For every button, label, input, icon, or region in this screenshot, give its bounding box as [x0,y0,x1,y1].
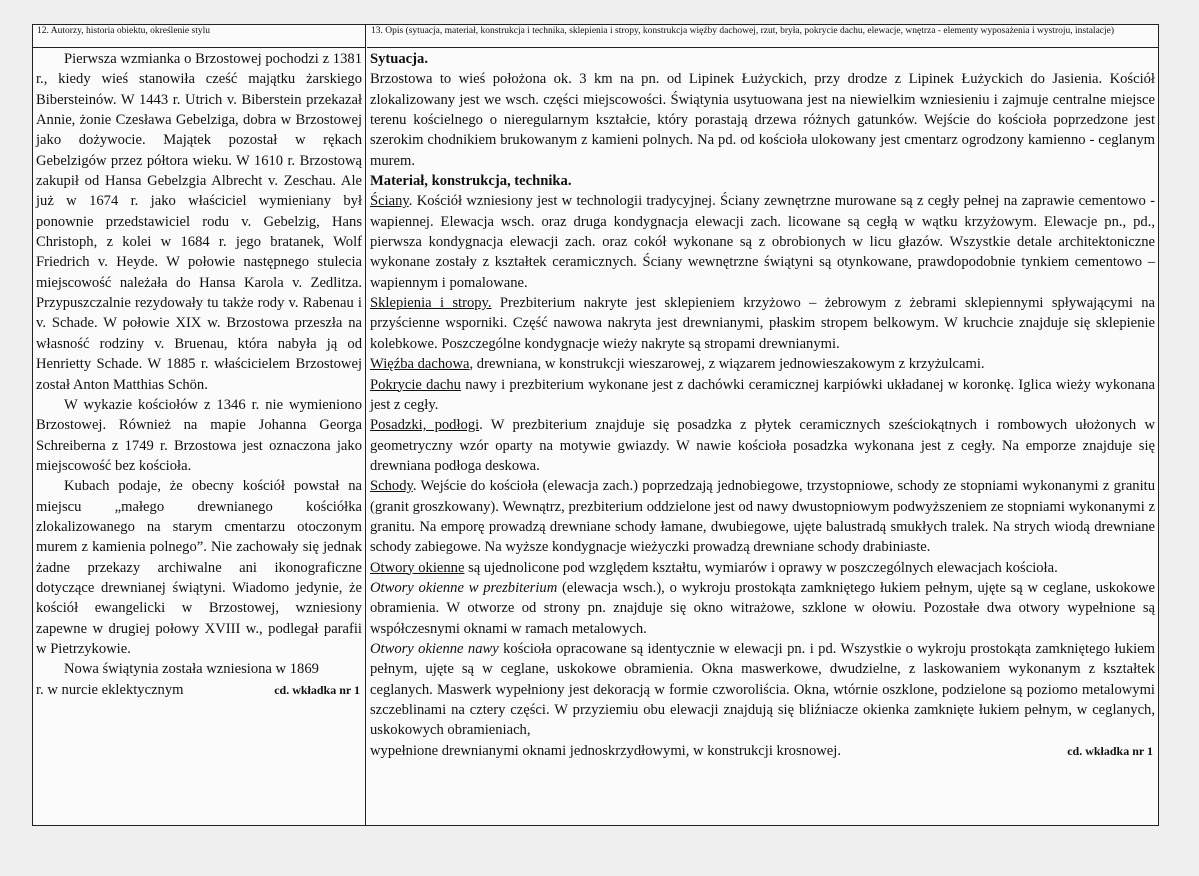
floors-text: . W prezbiterium znajduje się posadzka z płytek ceramicznych sześciokątnych i rombowych ułożonych w geometryczny wzór oparty na motywie gwiazdy. W nawie kościoła posadzka wykonana jest z cegły. Na emporze znajduje się drewniana podłoga deskowa. [370,417,1155,474]
history-column [33,25,366,825]
roof-truss-label: Więźba dachowa [370,356,470,373]
description-text [367,48,1158,761]
roofing-label: Pokrycie dachu [370,376,461,393]
walls-text: . Kościół wzniesiony jest w technologii tradycyjnej. Ściany zewnętrzne murowane są z cegły pełnej na zaprawie cementowo - wapiennej. Elewacja wsch. oraz druga kondygnacja elewacji zach. licowane są cegłą w wątku krzyżowym. Elewacje pn., pd., pierwsza kondygnacja elewacji zach. oraz cokół wykonane są z obrobionych w licu głazów. Wszystkie detale architektoniczne wykonane zostały z kształtek ceramicznych. Ściany wewnętrzne świątyni są otynkowane, prawdopodobnie tynkiem cementowo – wapiennym i pomalowane. [370,193,1155,291]
history-paragraph-1: Pierwsza wzmianka o Brzostowej pochodzi z 1381 r., kiedy wieś stanowiła cześć majątku żarskiego Bibersteinów. W 1443 r. Utrich v. Biberstein przekazał Annie, żonie Czesława Gebelziga, dobra w Brzostowej jako dożywocie. Majątek pozostał w rękach Gebelzigów przez półtora wieku. W 1610 r. Brzostową zakupił od Hansa Gebelzgia Albrecht v. Zeschau. Ale już w 1674 r. jako właściciel wymieniany był ponownie przedstawiciel rodu v. Gebelzig, Hans Christoph, z kolei w 1684 r. jego bratanek, Wolf Friedrich v. Heyde. W połowie następnego stulecia miejscowość należała do Hansa Karola v. Zedlitza. Przypuszczalnie rezydowały tu także rody v. Rabenau i v. Schade. W połowie XIX w. Brzostowa przeszła na własność rodziny v. Bruenau, która nabyła ją od Henrietty Schade. W 1885 r. właścicielem Brzostowej został Anton Matthias Schön. [36,51,362,393]
stairs-label: Schody [370,478,413,495]
windows-text: są ujednolicone pod względem kształtu, wymiarów i oprawy w poszczególnych elewacjach kościoła. [464,559,1058,576]
history-paragraph-2: W wykazie kościołów z 1346 r. nie wymieniono Brzostowej. Również na mapie Johanna Georga Schreiberna z 1749 r. Brzostowa jest oznaczona jako miejscowość bez kościoła. [36,396,362,474]
floors-paragraph [370,415,1155,476]
roofing-text: nawy i prezbiterium wykonane jest z dachówki ceramicznej karpiówki układanej w koronkę. Iglica wieży wykonana jest z cegły. [370,376,1155,413]
continuation-note-left: cd. wkładka nr 1 [274,682,360,697]
history-last-line [36,680,362,700]
situation-text: Brzostowa to wieś położona ok. 3 km na pn. od Lipinek Łużyckich, przy drodze z Lipinek Łużyckich do Jasienia. Kościół zlokalizowany jest we wsch. części miejscowości. Świątynia usytuowana jest na niewielkim wzniesieniu i zajmuje centralne miejsce terenu kościelnego o nieregularnym kształcie, który porastają drzewa różnych gatunków. Wejście do kościoła poprzedzone jest szerokim chodnikiem brukowanym z kamieni polnych. Na pd. od kościoła ulokowany jest cmentarz ogrodzony kamienno - ceglanym murem. [370,71,1155,169]
vaults-text: Prezbiterium nakryte jest sklepieniem krzyżowo – żebrowym z żebrami sklepiennymi spływającymi na przyścienne wsporniki. Część nawowa nakryta jest drewnianymi, płaskim stropem belkowym. W kruchcie znajduje się sklepienie kolebkowe. Poszczególne kondygnacje wieży nakryte są stropami drewnianymi. [370,295,1156,352]
vaults-paragraph [370,293,1155,354]
windows-paragraph [370,558,1155,578]
description-column [367,25,1158,825]
presbytery-windows-paragraph [370,578,1155,639]
history-paragraph-3: Kubach podaje, że obecny kościół powstał na miejscu „małego drewnianego kościółka zlokalizowanego na starym cmentarzu otoczonym murem z kamienia polnego”. Nie zachowały się jednak żadne przekazy archiwalne ani ikonograficzne dotyczące drewnianej świątyni. Wiadomo jedynie, że kościół ewangelicki w Brzostowej, wzniesiony zapewne w drugiej połowy XVIII w., podlegał parafii w Pietrzykowie. [36,478,362,657]
roof-truss-paragraph [370,354,1155,374]
floors-label: Posadzki, podłogi [370,417,480,434]
history-paragraph-4: Nowa świątynia została wzniesiona w 1869 [64,661,319,678]
section-title-situation: Sytuacja [370,51,425,67]
windows-label: Otwory okienne [370,559,465,576]
form-frame [32,24,1159,826]
nave-windows-text: kościoła opracowane są identycznie w elewacji pn. i pd. Wszystkie o wykroju prostokąta zamkniętego łukiem pełnym, ujęte są w ceglane, uskokowe obramienia. Okna maswerkowe, dwudzielne, z laskowaniem wykonanym z kształtek ceglanych. Maswerk wypełniony jest dekoracją w formie czworoliścia. Okna, wtórnie oszklone, podzielone są poziomo metalowymi szczeblinami na cztery części. W przyziemiu obu elewacji znajdują się bliźniacze okienka zamknięte łukiem pełnym, w ceglanych, uskokowych obramieniach, [370,640,1156,739]
walls-paragraph [370,191,1155,293]
section-situation: Sytuacja. [370,51,428,67]
roof-truss-text: , drewniana, w konstrukcji wieszarowej, z wiązarem jednowieszakowym z krzyżulcami. [469,356,985,373]
history-column-header: 12. Autorzy, historia obiektu, określenie stylu [33,25,365,48]
roofing-paragraph [370,375,1155,416]
description-last-line [370,741,1155,761]
vaults-label: Sklepienia i stropy. [370,295,492,312]
description-last-text: wypełnione drewnianymi oknami jednoskrzydłowymi, w konstrukcji krosnowej. [370,742,841,759]
presbytery-windows-label: Otwory okienne w prezbiterium [370,579,558,596]
stairs-paragraph [370,476,1155,557]
section-material: Materiał, konstrukcja, technika. [370,173,572,190]
stairs-text: . Wejście do kościoła (elewacja zach.) poprzedzają jednobiegowe, trzystopniowe, schody ze stopniami wykonanymi z granitu (granit groszkowany). Wewnątrz, prezbiterium oddzielone jest od nawy dwustopniowym podwyższeniem ze stopniami wykonanymi z granitu. Na emporę prowadzą drewniane schody łamane, dwubiegowe, ujęte balustradą smukłych tralek. Na strych wiodą drewniane schody zabiegowe. Na wyższe kondygnacje wieżyczki prowadzą drewniane schody drabiniaste. [370,478,1155,556]
description-column-header: 13. Opis (sytuacja, materiał, konstrukcja i technika, sklepienia i stropy, konstrukcja więźby dachowej, rzut, bryła, pokrycie dachu, elewacje, wnętrza - elementy wyposażenia i wystroju, instalacje) [367,25,1158,48]
walls-label: Ściany [370,193,409,210]
history-text [33,48,365,700]
presbytery-windows-text: (elewacja wsch.), o wykroju prostokąta zamkniętego łukiem pełnym, ujęte są w ceglane, uskokowe obramienia. W otworze od strony pn. znajduje się okno witrażowe, szklone w ołowiu. Pozostałe dwa otwory wypełnione są współczesnymi oknami w ramach metalowych. [370,579,1155,637]
nave-windows-paragraph [370,639,1155,741]
section-title-material: Materiał, konstrukcja, technika [370,173,568,190]
continuation-note-right: cd. wkładka nr 1 [1067,743,1153,758]
nave-windows-label: Otwory okienne nawy [370,640,499,657]
history-last-text: r. w nurcie eklektycznym [36,681,184,698]
